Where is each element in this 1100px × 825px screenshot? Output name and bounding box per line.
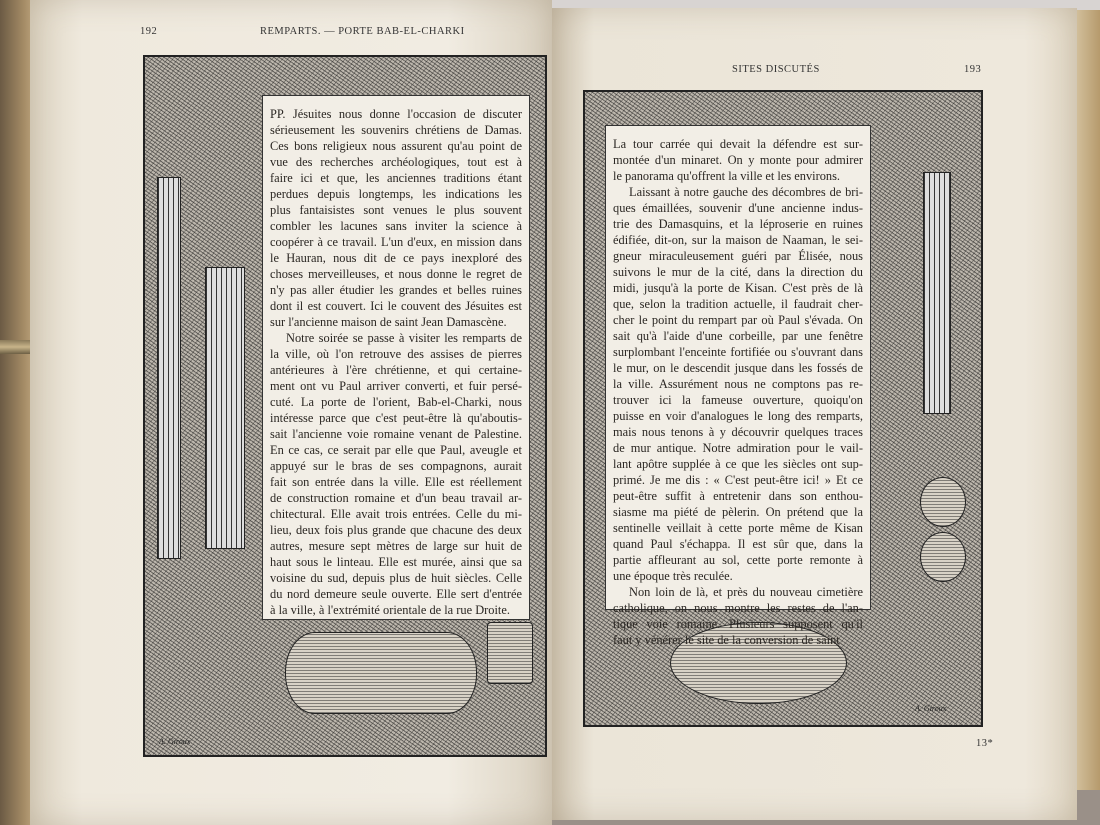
column-illustration	[205, 267, 245, 549]
text-line: puisse en voir d'analogues le long des remparts,	[613, 409, 863, 423]
right-page	[552, 8, 1077, 820]
text-line: choses merveilleuses, et nous donne le regret de	[270, 267, 522, 281]
text-line: Ces bons religieux nous assurent qu'au point de	[270, 139, 522, 153]
column-illustration	[157, 177, 181, 559]
text-line: primé. Je me dis : « C'est peut-être ici! » Et ce	[613, 473, 863, 487]
text-line: le Hauran, nous dit de ce pays inexploré des	[270, 251, 522, 265]
text-line: montée d'un minaret. On y monte pour admirer	[613, 153, 863, 167]
text-line: le panorama qu'offrent la ville et les environs.	[613, 169, 841, 183]
text-line: peut-être suffit à entretenir dans son enthou-	[613, 489, 863, 503]
text-line: catholique, on nous montre les restes de l'an-	[613, 601, 863, 615]
text-line: quand Paul s'échappa. Il est sûr que, dans la	[613, 537, 863, 551]
text-line: le mur, on le descendit jusque dans les fossés de	[613, 361, 863, 375]
text-line: de construction romaine et d'un beau travail ar-	[270, 491, 522, 505]
text-line: dont il est couvert. Ici le couvent des Jésuites est	[270, 299, 522, 313]
text-line: faire ici et que, les anciennes traditions étant	[270, 171, 522, 185]
text-line: lieu, deux fois plus grande que chacune des deux	[270, 523, 522, 537]
text-line: la ville, où l'on retrouve des assises de pierres	[270, 347, 522, 361]
text-line: lant apôtre supplée à ce que les siècles ont sup-	[613, 457, 863, 471]
text-block	[605, 125, 871, 647]
ruined-column-illustration	[923, 172, 951, 414]
text-line: Non loin de là, et près du nouveau cimetière	[629, 585, 863, 599]
text-line: de mur antique. Notre admiration pour le vail-	[613, 441, 863, 455]
text-line: plus fantaisistes sont venues le plus souvent	[270, 203, 522, 217]
running-head: SITES DISCUTÉS	[732, 64, 820, 75]
text-line: autres, mesure sept mètres de large sur huit de	[270, 539, 522, 553]
text-line: sur l'ancienne maison de saint Jean Damascène.	[270, 315, 507, 329]
text-line: perdues depuis longtemps, les indications les	[270, 187, 522, 201]
portrait-illustration	[487, 622, 533, 684]
text-line: siasme ma piété de pèlerin. On prétend que la	[613, 505, 863, 519]
text-block	[262, 95, 530, 620]
text-line: Notre soirée se passe à visiter les remparts de	[286, 331, 522, 345]
text-line: ment ont vu Paul arriver converti, et fuir persé-	[270, 379, 522, 393]
text-line: voisine du sud, depuis plus de huit siècles. Celle	[270, 571, 522, 585]
text-line: coopérer à ce travail. L'un d'eux, en mission dans	[270, 235, 522, 249]
text-line: appuyé sur le bras de ses compagnons, aurait	[270, 459, 522, 473]
text-line: gneur miraculeusement guéri par Élisée, nous	[613, 249, 863, 263]
coin-illustration	[920, 477, 966, 527]
text-line: trie des Damasquins, et la léproserie en ruines	[613, 217, 863, 231]
text-line: une époque très reculée.	[613, 569, 733, 583]
text-line: ques émaillées, souvenir d'une ancienne indus-	[613, 201, 863, 215]
text-line: sentinelle veillait à cette porte même de Kisan	[613, 521, 863, 535]
text-line: PP. Jésuites nous donne l'occasion de discuter	[270, 107, 522, 121]
text-line: que, selon la tradition actuelle, il faudrait cher-	[613, 297, 863, 311]
text-line: partie affleurant au sol, cette porte remonte à	[613, 553, 863, 567]
left-page	[30, 0, 552, 825]
text-line: haut sous le linteau. Elle est murée, ainsi que sa	[270, 555, 522, 569]
text-line: la ville. Assurément nous ne comptons pas re-	[613, 377, 863, 391]
text-line: La tour carrée qui devait la défendre est sur-	[613, 137, 863, 151]
text-line: cher le point du rempart par où Paul s'évada. On	[613, 313, 863, 327]
city-gate-illustration	[285, 632, 477, 714]
text-line: n'y pas aller étudier les grandes et belles ruines	[270, 283, 522, 297]
text-line: sait qu'à l'aide d'une corbeille, par une fenêtre	[613, 329, 863, 343]
text-line: tique voie romaine. Plusieurs supposent qu'il	[613, 617, 863, 631]
text-line: midi, jusqu'à la porte de Kisan. C'est près de là	[613, 281, 863, 295]
coin-illustration	[920, 532, 966, 582]
text-line: En ce cas, ce serait par elle que Paul, aveugle et	[270, 443, 522, 457]
text-line: combler les lacunes sans inviter la science à	[270, 219, 522, 233]
text-line: suivons le mur de la cité, dans la direction du	[613, 265, 863, 279]
text-line: surplombant l'enceinte fortifiée ou s'ouvrant dans	[613, 345, 863, 359]
text-line: à la ville, à l'extrémité orientale de la rue Droite.	[270, 603, 510, 617]
text-line: cuté. La porte de l'orient, Bab-el-Charki, nous	[270, 395, 522, 409]
text-line: sérieusement les souvenirs chrétiens de Damas.	[270, 123, 522, 137]
running-head: REMPARTS. — PORTE BAB-EL-CHARKI	[260, 26, 465, 37]
text-line: édifiée, dit-on, sur la maison de Naaman, le sei-	[613, 233, 863, 247]
text-line: mais nous tenons à y découvrir quelques traces	[613, 425, 863, 439]
artist-signature: A. Giroux	[159, 737, 191, 746]
text-line: trouver ici la fameuse ouverture, quoiqu'on	[613, 393, 863, 407]
text-line: faut y vénérer le site de la conversion de saint	[613, 633, 840, 647]
text-line: du nord demeure seule ouverte. Elle sert d'entrée	[270, 587, 522, 601]
text-line: fait son entrée dans la ville. Elle est réellement	[270, 475, 522, 489]
text-line: intéresse parce que c'est peut-être là qu'aboutis-	[270, 411, 522, 425]
page-number: 193	[964, 64, 982, 75]
artist-signature: A. Giroux	[915, 704, 947, 713]
page-number: 192	[140, 26, 158, 37]
text-line: chitectural. Elle avait trois entrées. Celle du mi-	[270, 507, 522, 521]
signature-mark: 13*	[976, 738, 994, 749]
text-line: antérieures à l'ère chrétienne, et qui certaine-	[270, 363, 522, 377]
text-line: sait l'ancienne voie romaine venant de Palestine.	[270, 427, 522, 441]
text-line: vue des recherches archéologiques, tout est à	[270, 155, 522, 169]
text-line: Laissant à notre gauche des décombres de bri-	[629, 185, 863, 199]
